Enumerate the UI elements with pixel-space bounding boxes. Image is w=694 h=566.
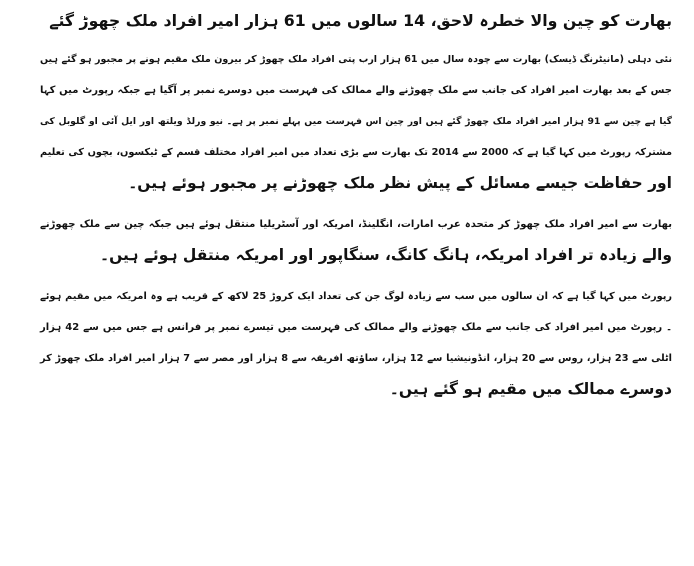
paragraph-line: جس کے بعد بھارت امیر افراد کی جانب سے ملک چھوڑنے والے ممالک کی فہرست میں دوسرے نمبر پر آگیا ہے جبکہ رپورٹ میں کہا — [40, 85, 672, 96]
article-paragraph-1 — [40, 44, 672, 199]
news-article — [40, 6, 672, 415]
paragraph-line: نئی دہلی (مانیٹرنگ ڈیسک) بھارت سے چودہ سال میں 61 ہزار ارب پتی افراد ملک چھوڑ کر بیرون ملک مقیم ہونے پر مجبور ہو گئے ہیں — [40, 54, 673, 65]
paragraph-line: والے زیادہ تر افراد امریکہ، ہانگ کانگ، سنگاپور اور امریکہ منتقل ہوئے ہیں۔ — [100, 246, 672, 264]
article-paragraph-2 — [40, 209, 672, 271]
paragraph-line: اٹلی سے 23 ہزار، روس سے 20 ہزار، انڈونیشیا سے 12 ہزار، ساؤتھ افریقہ سے 8 ہزار اور مصر سے 7 ہزار امیر افراد ملک چھوڑ کر — [40, 353, 672, 364]
paragraph-line: ۔ رپورٹ میں امیر افراد کی جانب سے ملک چھوڑنے والے ممالک کی فہرست میں تیسرے نمبر پر فرانس ہے جس میں سے 42 ہزار — [40, 322, 672, 333]
paragraph-line: اور حفاظت جیسے مسائل کے پیش نظر ملک چھوڑنے پر مجبور ہوئے ہیں۔ — [128, 174, 672, 192]
article-paragraph-3 — [40, 281, 672, 405]
paragraph-line: رپورٹ میں کہا گیا ہے کہ ان سالوں میں سب سے زیادہ لوگ جن کی تعداد ایک کروڑ 25 لاکھ کے قریب ہے وہ امریکہ میں مقیم ہوئے — [40, 291, 672, 302]
paragraph-line: گیا ہے چین سے 91 ہزار امیر افراد ملک چھوڑ گئے ہیں اور چین اس فہرست میں پہلے نمبر پر ہے۔ نیو ورلڈ ویلتھ اور ایل آئی او گلوبل کی — [40, 116, 672, 127]
paragraph-line: مشترکہ رپورٹ میں کہا گیا ہے کہ 2000 سے 2014 تک بھارت سے بڑی تعداد میں امیر افراد مختلف قسم کے ٹیکسوں، بچوں کی تعلیم — [40, 147, 673, 158]
paragraph-line: بھارت سے امیر افراد ملک چھوڑ کر متحدہ عرب امارات، انگلینڈ، امریکہ اور آسٹریلیا منتقل ہوئے ہیں جبکہ چین سے ملک چھوڑنے — [40, 219, 672, 230]
paragraph-line: دوسرے ممالک میں مقیم ہو گئے ہیں۔ — [389, 380, 672, 398]
article-headline: بھارت کو چین والا خطرہ لاحق، 14 سالوں میں 61 ہزار امیر افراد ملک چھوڑ گئے — [49, 11, 672, 30]
